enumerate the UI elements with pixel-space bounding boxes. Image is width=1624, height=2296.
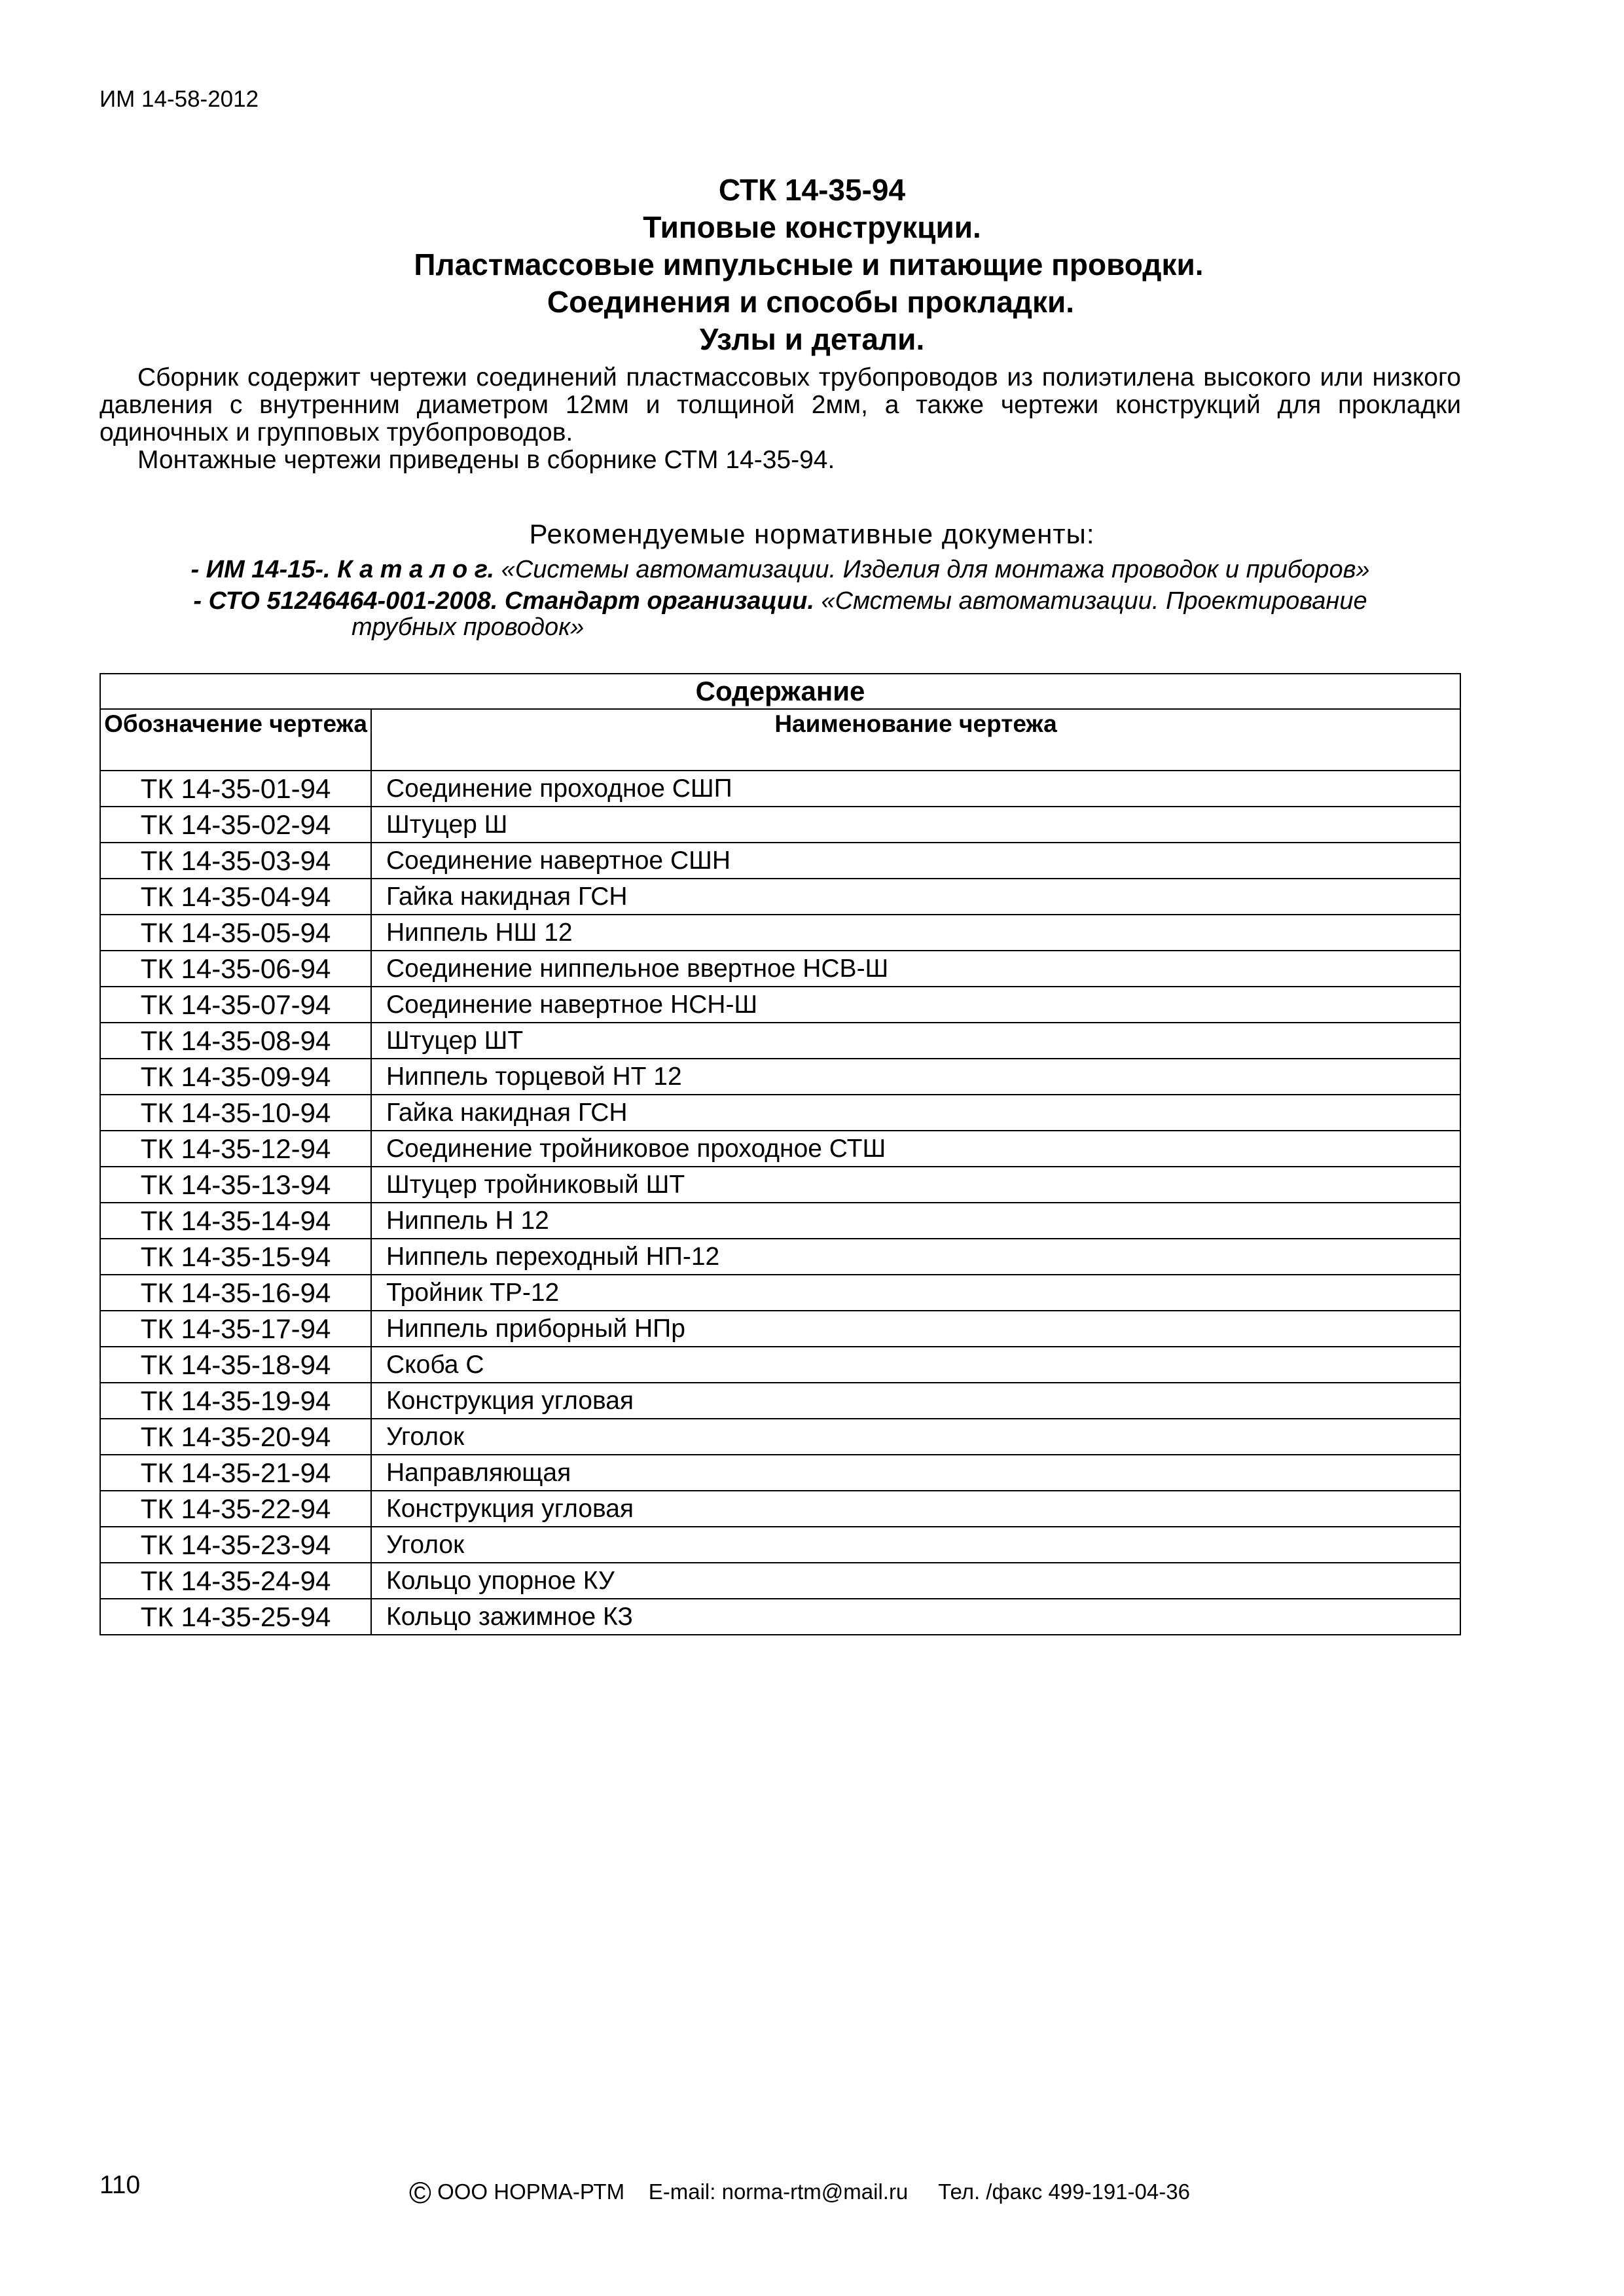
reference-title: «Смстемы автоматизации. Проектирование bbox=[814, 587, 1367, 615]
drawing-code: ТК 14-35-25-94 bbox=[100, 1599, 371, 1635]
drawing-name: Ниппель Н 12 bbox=[371, 1203, 1460, 1239]
drawing-code: ТК 14-35-14-94 bbox=[100, 1203, 371, 1239]
table-row bbox=[100, 1059, 1460, 1095]
footer-info bbox=[409, 2175, 1190, 2210]
drawing-code: ТК 14-35-22-94 bbox=[100, 1491, 371, 1527]
reference-code: - СТО 51246464-001-2008. Стандарт организации. bbox=[193, 587, 814, 615]
drawing-code: ТК 14-35-21-94 bbox=[100, 1455, 371, 1491]
drawing-name: Соединение тройниковое проходное СТШ bbox=[371, 1131, 1460, 1167]
table-row bbox=[100, 1095, 1460, 1131]
table-row bbox=[100, 987, 1460, 1023]
intro-paragraph: Сборник содержит чертежи соединений пластмассовых трубопроводов из полиэтилена высокого или низкого давления с внутренним диаметром 12мм и толщиной 2мм, а также чертежи конструкций для прокладки одиночных и групповых трубопроводов. bbox=[99, 363, 1461, 446]
table-row bbox=[100, 1455, 1460, 1491]
drawing-name: Соединение навертное СШН bbox=[371, 843, 1460, 879]
drawing-name: Штуцер ШТ bbox=[371, 1023, 1460, 1059]
table-row bbox=[100, 1203, 1460, 1239]
copyright-icon: © bbox=[409, 2176, 431, 2210]
drawing-name: Ниппель НШ 12 bbox=[371, 915, 1460, 951]
table-row bbox=[100, 1239, 1460, 1275]
drawing-name: Ниппель переходный НП-12 bbox=[371, 1239, 1460, 1275]
table-row bbox=[100, 771, 1460, 807]
table-caption: Содержание bbox=[100, 674, 1460, 709]
drawing-code: ТК 14-35-09-94 bbox=[100, 1059, 371, 1095]
drawing-code: ТК 14-35-12-94 bbox=[100, 1131, 371, 1167]
drawing-name: Уголок bbox=[371, 1527, 1460, 1563]
drawing-code: ТК 14-35-15-94 bbox=[100, 1239, 371, 1275]
drawing-name: Конструкция угловая bbox=[371, 1491, 1460, 1527]
table-row bbox=[100, 1131, 1460, 1167]
drawing-name: Штуцер Ш bbox=[371, 807, 1460, 843]
table-row bbox=[100, 1383, 1460, 1419]
drawing-name: Тройник ТР-12 bbox=[371, 1275, 1460, 1311]
intro-text bbox=[99, 364, 1461, 474]
recommended-references bbox=[99, 554, 1461, 643]
document-number: ИМ 14-58-2012 bbox=[99, 86, 259, 112]
drawing-code: ТК 14-35-16-94 bbox=[100, 1275, 371, 1311]
drawing-name: Скоба С bbox=[371, 1347, 1460, 1383]
title-line: СТК 14-35-94 bbox=[718, 173, 906, 207]
drawing-code: ТК 14-35-05-94 bbox=[100, 915, 371, 951]
title-line: Соединения и способы прокладки. bbox=[547, 285, 1075, 319]
table-row bbox=[100, 1311, 1460, 1347]
drawing-code: ТК 14-35-13-94 bbox=[100, 1167, 371, 1203]
intro-paragraph: Монтажные чертежи приведены в сборнике СТМ 14-35-94. bbox=[137, 446, 835, 474]
drawing-name: Гайка накидная ГСН bbox=[371, 1095, 1460, 1131]
drawing-code: ТК 14-35-01-94 bbox=[100, 771, 371, 807]
contact-phone: Тел. /факс 499-191-04-36 bbox=[938, 2179, 1190, 2204]
title-block bbox=[0, 172, 1624, 358]
drawing-name: Направляющая bbox=[371, 1455, 1460, 1491]
table-row bbox=[100, 807, 1460, 843]
drawing-code: ТК 14-35-20-94 bbox=[100, 1419, 371, 1455]
table-row bbox=[100, 1167, 1460, 1203]
table-row bbox=[100, 1419, 1460, 1455]
drawing-code: ТК 14-35-10-94 bbox=[100, 1095, 371, 1131]
reference-continuation: трубных проводок» bbox=[352, 613, 585, 641]
drawing-code: ТК 14-35-24-94 bbox=[100, 1563, 371, 1599]
table-row bbox=[100, 1491, 1460, 1527]
drawing-name: Кольцо зажимное КЗ bbox=[371, 1599, 1460, 1635]
drawing-name: Соединение навертное НСН-Ш bbox=[371, 987, 1460, 1023]
table-row bbox=[100, 951, 1460, 987]
drawing-code: ТК 14-35-19-94 bbox=[100, 1383, 371, 1419]
drawing-name: Штуцер тройниковый ШТ bbox=[371, 1167, 1460, 1203]
drawing-code: ТК 14-35-23-94 bbox=[100, 1527, 371, 1563]
drawing-code: ТК 14-35-04-94 bbox=[100, 879, 371, 915]
table-row bbox=[100, 843, 1460, 879]
title-line: Пластмассовые импульсные и питающие проводки. bbox=[414, 247, 1204, 282]
drawing-name: Соединение ниппельное ввертное НСВ-Ш bbox=[371, 951, 1460, 987]
drawing-code: ТК 14-35-17-94 bbox=[100, 1311, 371, 1347]
recommended-heading: Рекомендуемые нормативные документы: bbox=[529, 519, 1095, 549]
drawing-name: Гайка накидная ГСН bbox=[371, 879, 1460, 915]
table-row bbox=[100, 1275, 1460, 1311]
drawing-code: ТК 14-35-18-94 bbox=[100, 1347, 371, 1383]
table-body bbox=[100, 771, 1460, 1635]
column-header-code: Обозначение чертежа bbox=[100, 709, 371, 771]
table-row bbox=[100, 1023, 1460, 1059]
drawing-name: Конструкция угловая bbox=[371, 1383, 1460, 1419]
drawing-code: ТК 14-35-06-94 bbox=[100, 951, 371, 987]
table-row bbox=[100, 1527, 1460, 1563]
contents-table bbox=[99, 673, 1461, 1635]
reference-title: «Системы автоматизации. Изделия для монтажа проводок и приборов» bbox=[494, 556, 1370, 583]
drawing-name: Уголок bbox=[371, 1419, 1460, 1455]
table-row bbox=[100, 1563, 1460, 1599]
title-line: Типовые конструкции. bbox=[643, 210, 981, 244]
contact-email: E-mail: norma-rtm@mail.ru bbox=[648, 2179, 909, 2204]
reference-item bbox=[99, 585, 1461, 617]
title-line: Узлы и детали. bbox=[699, 322, 925, 356]
drawing-name: Ниппель торцевой НТ 12 bbox=[371, 1059, 1460, 1095]
drawing-code: ТК 14-35-08-94 bbox=[100, 1023, 371, 1059]
drawing-code: ТК 14-35-07-94 bbox=[100, 987, 371, 1023]
drawing-name: Соединение проходное СШП bbox=[371, 771, 1460, 807]
table-row bbox=[100, 1347, 1460, 1383]
reference-code: - ИМ 14-15-. К а т а л о г. bbox=[190, 556, 495, 583]
drawing-name: Ниппель приборный НПр bbox=[371, 1311, 1460, 1347]
column-header-name: Наименование чертежа bbox=[371, 709, 1460, 771]
company-name: ООО НОРМА-РТМ bbox=[437, 2179, 625, 2204]
drawing-code: ТК 14-35-02-94 bbox=[100, 807, 371, 843]
table-row bbox=[100, 915, 1460, 951]
drawing-name: Кольцо упорное КУ bbox=[371, 1563, 1460, 1599]
drawing-code: ТК 14-35-03-94 bbox=[100, 843, 371, 879]
table-row bbox=[100, 1599, 1460, 1635]
reference-item bbox=[99, 554, 1461, 585]
table-row bbox=[100, 879, 1460, 915]
page-number: 110 bbox=[99, 2171, 141, 2199]
